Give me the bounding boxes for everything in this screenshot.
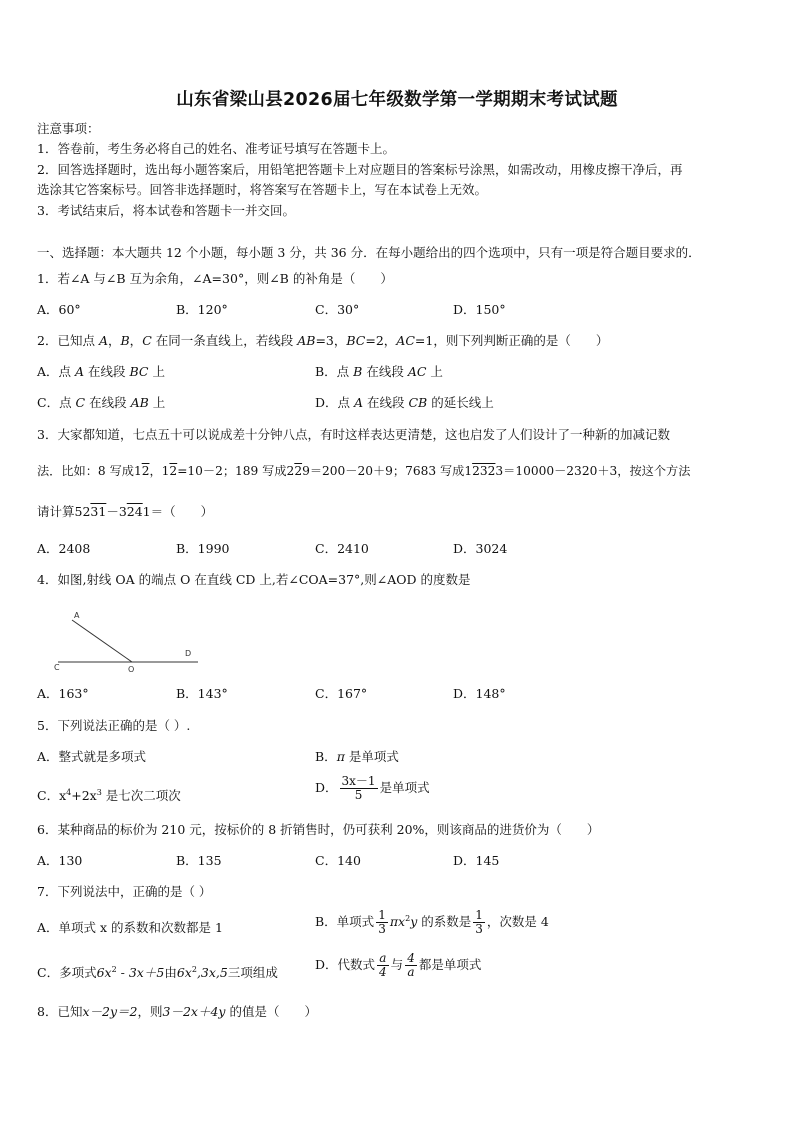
overline-digit: 2 xyxy=(294,464,303,478)
notice-1: 1．答卷前，考生务必将自己的姓名、准考证号填写在答题卡上。 xyxy=(37,141,395,156)
question-6-option-d: D．145 xyxy=(453,853,500,868)
question-6-stem: 6．某种商品的标价为 210 元，按标价的 8 折销售时，仍可获利 20%，则该商品的进货价为（ ） xyxy=(37,822,600,837)
question-4-option-d: D．148° xyxy=(453,686,506,701)
q2-sep: ， xyxy=(107,333,121,348)
question-3-option-d: D．3024 xyxy=(453,541,508,556)
fraction: $\frac{1}{3}$ xyxy=(378,908,386,936)
overline-digit: 232 xyxy=(472,464,496,478)
question-3-option-b: B．1990 xyxy=(176,541,230,556)
question-3-stem-line3: 请计算5231－3241＝（ ） xyxy=(37,504,214,519)
question-2-option-a: A．点 A 在线段 BC 上 xyxy=(37,364,165,379)
q2-sep: ， xyxy=(129,333,143,348)
question-5-stem: 5．下列说法正确的是（ ）. xyxy=(37,718,191,733)
question-7-option-a: A．单项式 x 的系数和次数都是 1 xyxy=(37,920,223,935)
question-2-option-d: D．点 A 在线段 CB 的延长线上 xyxy=(315,395,494,410)
question-4-option-c: C．167° xyxy=(315,686,368,701)
question-4-stem: 4．如图,射线 OA 的端点 O 在直线 CD 上,若∠COA=37°,则∠AOD 的度数是 xyxy=(37,572,471,587)
overline-digit: 24 xyxy=(126,504,143,519)
page-title: 山东省梁山县2026届七年级数学第一学期期末考试试题 xyxy=(176,90,618,110)
fraction: $\frac{3x-1}{5}$ xyxy=(341,774,376,802)
label-a: A xyxy=(74,611,80,620)
q2-text: =3， xyxy=(315,333,347,348)
question-6-option-a: A．130 xyxy=(37,853,83,868)
label-c: C xyxy=(54,663,60,672)
fraction: $\frac{a}{4}$ xyxy=(379,951,387,979)
overline-digit: 2 xyxy=(141,464,150,478)
overline-digit: 2 xyxy=(169,464,178,478)
question-3-stem-line1: 3．大家都知道，七点五十可以说成差十分钟八点，有时这样表达更清楚，这也启发了人们设计了一种新的加减记数 xyxy=(37,427,670,442)
label-o: O xyxy=(128,665,135,674)
notice-heading: 注意事项： xyxy=(37,121,100,136)
fraction: $\frac{4}{a}$ xyxy=(407,951,415,979)
q2-point-b: B xyxy=(120,333,130,348)
q2-point-a: A xyxy=(98,333,108,348)
question-1-option-a: A．60° xyxy=(37,302,81,317)
question-2-stem xyxy=(37,333,608,349)
question-5-option-a: A．整式就是多项式 xyxy=(37,749,147,764)
question-2-option-b: B．点 B 在线段 AC 上 xyxy=(315,364,443,379)
question-1-option-b: B．120° xyxy=(176,302,228,317)
question-4-option-a: A．163° xyxy=(37,686,89,701)
q2-seg-bc: BC xyxy=(346,333,366,348)
question-3-option-c: C．2410 xyxy=(315,541,369,556)
question-5-option-b: B．π 是单项式 xyxy=(315,749,399,764)
notice-2: 2．回答选择题时，选出每小题答案后，用铅笔把答题卡上对应题目的答案标号涂黑，如需改动，用橡皮擦干净后，再 xyxy=(37,162,683,177)
question-5-option-c: C．$x^4+2x^3$ 是七次二项次 xyxy=(37,788,181,803)
q2-text: 在同一条直线上，若线段 xyxy=(151,333,298,348)
question-2-option-c: C．点 C 在线段 AB 上 xyxy=(37,395,166,410)
question-4-option-b: B．143° xyxy=(176,686,228,701)
question-3-option-a: A．2408 xyxy=(37,541,91,556)
q2-point-c: C xyxy=(142,333,152,348)
q2-seg-ac: AC xyxy=(396,333,415,348)
q2-text: 2．已知点 xyxy=(37,333,99,348)
question-1-stem: 1．若∠A 与∠B 互为余角，∠A=30°，则∠B 的补角是（ ） xyxy=(37,271,393,286)
question-6-option-b: B．135 xyxy=(176,853,222,868)
question-5-option-d: D． $\frac{3x-1}{5}$ 是单项式 xyxy=(315,774,430,802)
question-3-stem-line2: 法．比如：8 写成12，12=10－2；189 写成229＝200－20＋9；7683 写成12323＝10000－2320＋3，按这个方法 xyxy=(37,464,691,478)
question-7-option-b: B．单项式 $\frac{1}{3}$ $\pi x^2y$ 的系数是 $\frac{1}{3}$ ，次数是 4 xyxy=(315,908,549,936)
notice-3: 3．考试结束后，将本试卷和答题卡一并交回。 xyxy=(37,203,295,218)
angle-figure xyxy=(50,608,210,674)
label-d: D xyxy=(185,649,192,658)
question-6-option-c: C．140 xyxy=(315,853,361,868)
question-1-option-d: D．150° xyxy=(453,302,506,317)
q2-seg-ab: AB xyxy=(297,333,316,348)
question-7-option-d: D．代数式 $\frac{a}{4}$ 与 $\frac{4}{a}$ 都是单项式 xyxy=(315,951,482,979)
question-8-stem: 8．已知x－2y＝2，则3－2x＋4y 的值是（ ） xyxy=(37,1004,317,1019)
fraction: $\frac{1}{3}$ xyxy=(475,908,483,936)
ray-oa xyxy=(72,620,132,662)
overline-digit: 31 xyxy=(90,504,107,519)
q2-text: =1，则下列判断正确的是（ ） xyxy=(414,333,609,348)
notice-2-cont: 选涂其它答案标号。回答非选择题时，将答案写在答题卡上，写在本试卷上无效。 xyxy=(37,182,488,197)
q2-text: =2， xyxy=(365,333,397,348)
question-7-stem: 7．下列说法中，正确的是（ ） xyxy=(37,884,212,899)
section-heading: 一、选择题：本大题共 12 个小题，每小题 3 分，共 36 分．在每小题给出的四个选项中，只有一项是符合题目要求的． xyxy=(37,245,701,260)
question-1-option-c: C．30° xyxy=(315,302,360,317)
question-7-option-c: C．多项式$6x^2 - 3x+5$由$6x^2,3x,5$三项组成 xyxy=(37,965,278,980)
